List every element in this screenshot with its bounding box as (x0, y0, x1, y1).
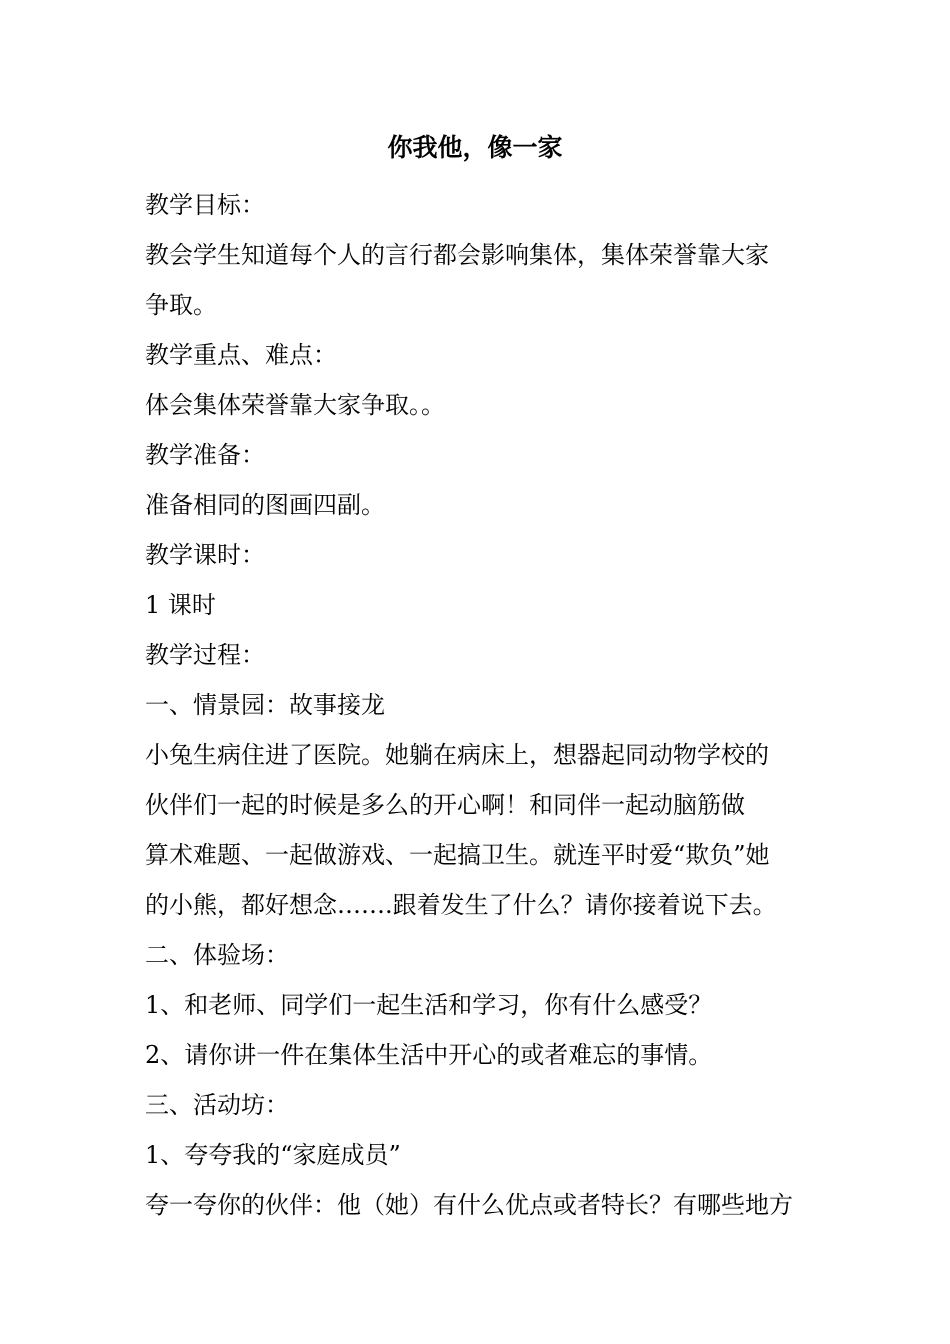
section-heading-objectives: 教学目标： (145, 191, 265, 219)
paragraph-line: 争取。 (145, 291, 217, 319)
list-item: 2、请你讲一件在集体生活中开心的或者难忘的事情。 (145, 1041, 713, 1069)
section-heading-class-hours: 教学课时： (145, 541, 265, 569)
list-item: 1、夸夸我的“家庭成员” (145, 1141, 401, 1169)
list-item: 1、和老师、同学们一起生活和学习，你有什么感受？ (145, 991, 713, 1019)
section-heading-preparation: 教学准备： (145, 441, 265, 469)
document-title: 你我他，像一家 (387, 133, 563, 162)
paragraph-line: 伙伴们一起的时候是多么的开心啊！和同伴一起动脑筋做 (145, 791, 745, 819)
paragraph-line: 的小熊，都好想念…….跟着发生了什么？请你接着说下去。 (145, 891, 777, 919)
subsection-heading: 二、体验场： (145, 941, 289, 969)
subsection-heading: 一、情景园：故事接龙 (145, 691, 385, 719)
paragraph-line: 体会集体荣誉靠大家争取。。 (145, 391, 445, 419)
paragraph-line: 准备相同的图画四副。 (145, 491, 385, 519)
paragraph-line: 夸一夸你的伙伴：他（她）有什么优点或者特长？有哪些地方 (145, 1191, 793, 1219)
paragraph-line: 1 课时 (145, 591, 216, 619)
section-heading-process: 教学过程： (145, 641, 265, 669)
document-body (145, 180, 810, 1230)
paragraph-line: 算术难题、一起做游戏、一起搞卫生。就连平时爱“欺负”她 (145, 841, 770, 869)
paragraph-line: 教会学生知道每个人的言行都会影响集体，集体荣誉靠大家 (145, 241, 769, 269)
paragraph-line: 小兔生病住进了医院。她躺在病床上，想器起同动物学校的 (145, 741, 769, 769)
subsection-heading: 三、活动坊： (145, 1091, 289, 1119)
section-heading-key-points: 教学重点、难点： (145, 341, 337, 369)
